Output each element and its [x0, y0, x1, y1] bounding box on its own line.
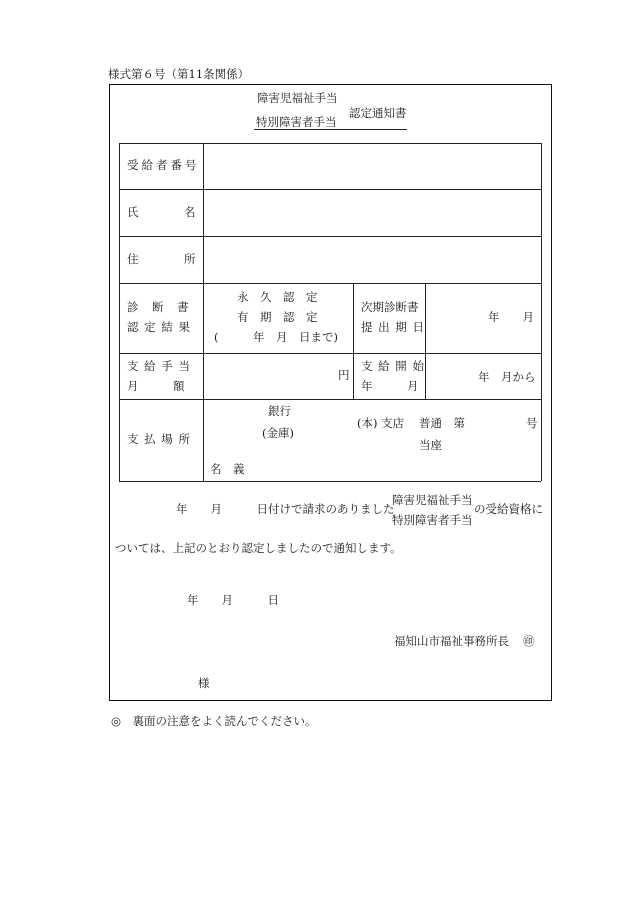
table-inner-divider: [353, 283, 354, 399]
request-date-text: 年 月 日付けで請求のありました: [176, 502, 395, 516]
notification-sentence: ついては、上記のとおり認定しましたので通知します。: [115, 541, 402, 555]
table-border-right: [541, 143, 542, 481]
next-diagnosis-value: 年 月: [488, 310, 534, 324]
addressee-honorific: 様: [198, 676, 210, 690]
payment-start-value: 年 月から: [478, 370, 536, 384]
payment-start-label-2: 年 月: [361, 379, 419, 393]
diagnosis-label-1: 診 断 書: [127, 300, 190, 314]
table-label-divider: [203, 143, 204, 481]
current-account-label: 当座: [419, 438, 442, 452]
body-allowance-1: 障害児福祉手当: [392, 493, 473, 507]
allowance-label-1: 支 給 手 当: [127, 359, 191, 373]
allowance-label-2: 月 額: [127, 379, 185, 393]
branch-label: (本) 支店: [357, 416, 405, 430]
back-side-note: ◎ 裏面の注意をよく読んでください。: [111, 714, 317, 728]
table-row-divider: [119, 399, 541, 400]
permanent-certification: 永 久 認 定: [237, 290, 318, 304]
account-holder-label: 名 義: [210, 462, 245, 476]
title-line-2: 特別障害者手当: [256, 115, 337, 129]
address-label-2: 所: [184, 252, 196, 266]
until-date: ( 年 月 日まで): [214, 330, 338, 344]
form-number: 様式第６号（第11条関係）: [108, 67, 250, 81]
bank-label: 銀行: [268, 404, 291, 418]
name-label-2: 名: [184, 205, 196, 219]
table-row-divider: [119, 283, 541, 284]
next-diagnosis-label-2: 提 出 期 日: [361, 320, 425, 334]
next-diagnosis-label-1: 次期診断書: [361, 300, 419, 314]
yen-unit: 円: [338, 368, 350, 382]
title-suffix: 認定通知書: [349, 106, 407, 120]
name-label-1: 氏: [127, 205, 139, 219]
table-border-left: [119, 143, 120, 481]
fixed-term-certification: 有 期 認 定: [237, 310, 318, 324]
payment-start-label-1: 支 給 開 始: [361, 359, 425, 373]
table-row-divider: [119, 353, 541, 354]
payment-place-label: 支 払 場 所: [127, 432, 191, 446]
seal-mark: ㊞: [523, 634, 535, 648]
account-number-suffix: 号: [526, 416, 538, 430]
table-border-top: [119, 143, 541, 144]
diagnosis-label-2: 認 定 結 果: [127, 320, 191, 334]
issuer-name: 福知山市福祉事務所長: [394, 634, 509, 648]
notification-date: 年 月 日: [187, 593, 279, 607]
credit-union-label: (金庫): [262, 426, 294, 440]
eligibility-suffix: の受給資格に: [474, 502, 543, 516]
table-inner-divider: [425, 283, 426, 399]
account-type-label: 普通 第: [419, 416, 465, 430]
recipient-number-label: 受給者番号: [127, 158, 200, 172]
table-row-divider: [119, 236, 541, 237]
address-label-1: 住: [127, 252, 139, 266]
title-underline: [254, 129, 407, 130]
title-line-1: 障害児福祉手当: [257, 91, 338, 105]
body-allowance-2: 特別障害者手当: [392, 513, 473, 527]
table-border-bottom: [119, 481, 541, 482]
table-row-divider: [119, 189, 541, 190]
